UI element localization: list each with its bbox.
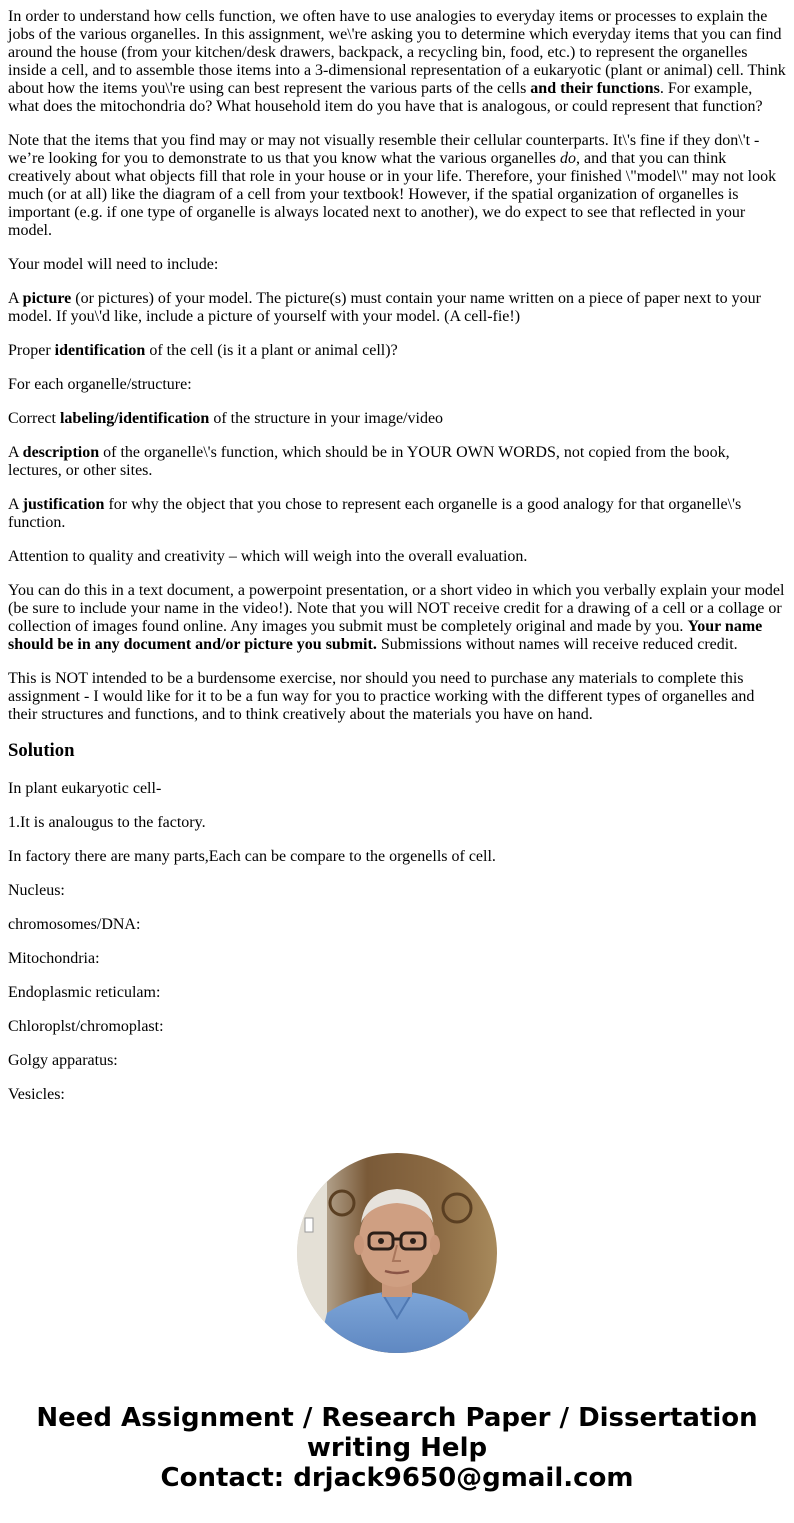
solution-line: Endoplasmic reticulam: — [8, 984, 161, 1001]
solution-line: Golgy apparatus: — [8, 1052, 118, 1069]
requirement-justification: A justification for why the object that you chose to represent each organelle is a good analogy for that organelle\'s function. — [8, 496, 742, 531]
promo-line-1: Need Assignment / Research Paper / Dissertation — [36, 1403, 758, 1433]
solution-line: chromosomes/DNA: — [8, 916, 141, 933]
promo-line-2: writing Help — [306, 1433, 488, 1463]
requirements-intro: Your model will need to include: — [8, 256, 219, 273]
intro-paragraph: In order to understand how cells function, we often have to use analogies to everyday items or processes to explain the jobs of the various organelles. In this assignment, we\'re asking you to determine which everyday items that you can find around the house (from your kitchen/desk drawers, backpack, a recycling bin, food, etc.) to represent the organelles inside a cell, and to assemble those items into a 3-dimensional representation of a eukaryotic (plant or animal) cell. Think about how the items you\'re using can best represent the various parts of the cells and their functions. For example, what does the mitochondria do? What household item do you have that is analogous, or could represent that function? — [8, 8, 786, 115]
requirement-labeling: Correct labeling/identification of the structure in your image/video — [8, 410, 444, 427]
requirement-identification: Proper identification of the cell (is it a plant or animal cell)? — [8, 342, 398, 359]
solution-line: Mitochondria: — [8, 950, 100, 967]
closing-paragraph: This is NOT intended to be a burdensome exercise, nor should you need to purchase any materials to complete this assignment - I would like for it to be a fun way for you to practice working with the different types of organelles and their structures and functions, and to think creatively about the materials you have on hand. — [8, 670, 755, 723]
requirement-description: A description of the organelle\'s function, which should be in YOUR OWN WORDS, not copied from the book, lectures, or other sites. — [8, 444, 730, 479]
solution-line: Nucleus: — [8, 882, 65, 899]
organelle-intro: For each organelle/structure: — [8, 376, 192, 393]
solution-line: Chloroplst/chromoplast: — [8, 1018, 164, 1035]
promo-banner — [0, 1403, 794, 1493]
solution-line: 1.It is analougus to the factory. — [8, 814, 206, 831]
author-photo — [297, 1153, 497, 1353]
author-avatar — [297, 1153, 497, 1353]
requirement-picture: A picture (or pictures) of your model. The picture(s) must contain your name written on a piece of paper next to your model. If you\'d like, include a picture of yourself with your model. (A cell-fie!) — [8, 290, 761, 325]
note-paragraph: Note that the items that you find may or may not visually resemble their cellular counterparts. It\'s fine if they don\'t - we’re looking for you to demonstrate to us that you know what the various organelles do, and that you can think creatively about what objects fill that role in your house or in your life. Therefore, your finished \"model\" may not look much (or at all) like the diagram of a cell from your textbook! However, if the spatial organization of organelles is important (e.g. if one type of organelle is always located next to another), we do expect to see that reflected in your model. — [8, 132, 777, 239]
requirement-quality: Attention to quality and creativity – which will weigh into the overall evaluation. — [8, 548, 528, 565]
submission-paragraph: You can do this in a text document, a powerpoint presentation, or a short video in which you verbally explain your model (be sure to include your name in the video!). Note that you will NOT receive credit for a drawing of a cell or a collage or collection of images found online. Any images you submit must be completely original and made by you. Your name should be in any document and/or picture you submit. Submissions without names will receive reduced credit. — [8, 582, 785, 653]
solution-line: Vesicles: — [8, 1086, 65, 1103]
solution-line: In factory there are many parts,Each can be compare to the orgenells of cell. — [8, 848, 496, 865]
solution-line: In plant eukaryotic cell- — [8, 780, 162, 797]
promo-contact: Contact: drjack9650@gmail.com — [160, 1463, 634, 1493]
solution-heading: Solution — [8, 740, 75, 761]
